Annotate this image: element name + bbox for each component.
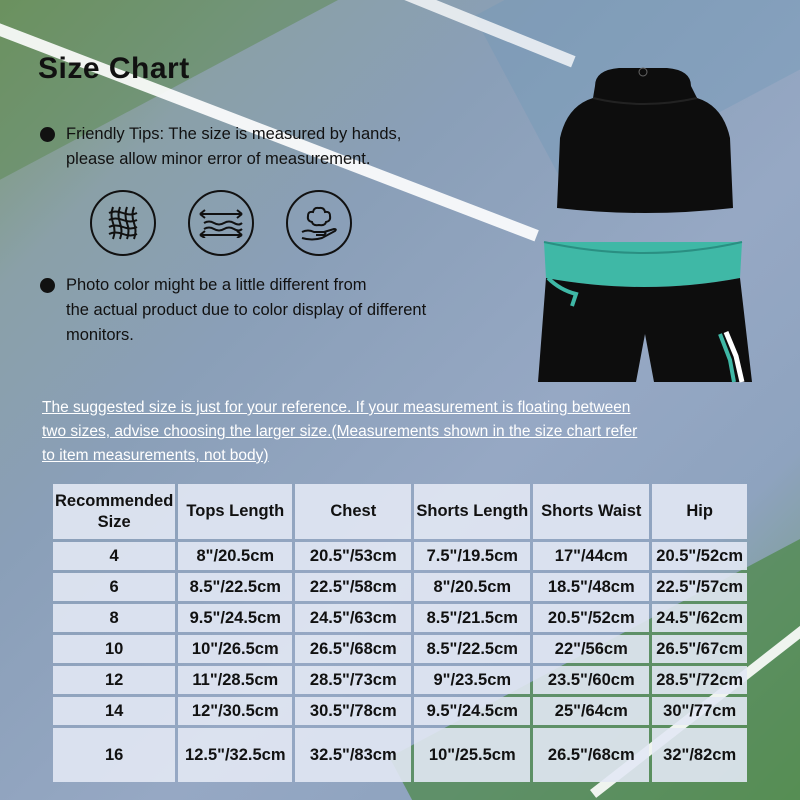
stretch-icon	[188, 190, 254, 256]
cell-tops-length: 8.5"/22.5cm	[178, 573, 292, 601]
size-advice-note: The suggested size is just for your reference. If your measurement is floating between two sizes, advise choosing the larger size.(Measurements shown in the size chart refer to item measurements, not body)	[42, 399, 638, 464]
cell-hip: 26.5"/67cm	[652, 635, 747, 663]
col-header-hip: Hip	[652, 484, 747, 539]
cell-chest: 30.5"/78cm	[295, 697, 411, 725]
col-header-chest: Chest	[295, 484, 411, 539]
bullet-icon	[40, 127, 55, 142]
cell-size: 16	[53, 728, 175, 782]
shorts-image	[530, 236, 760, 386]
cell-tops-length: 9.5"/24.5cm	[178, 604, 292, 632]
cell-shorts-length: 8.5"/21.5cm	[414, 604, 530, 632]
cell-size: 8	[53, 604, 175, 632]
cell-size: 12	[53, 666, 175, 694]
col-header-tops-length: Tops Length	[178, 484, 292, 539]
cell-shorts-waist: 18.5"/48cm	[533, 573, 649, 601]
cell-hip: 24.5"/62cm	[652, 604, 747, 632]
cell-tops-length: 12.5"/32.5cm	[178, 728, 292, 782]
fabric-mesh-icon	[90, 190, 156, 256]
cell-shorts-waist: 20.5"/52cm	[533, 604, 649, 632]
cell-tops-length: 8"/20.5cm	[178, 542, 292, 570]
table-row	[53, 635, 747, 663]
cell-shorts-waist: 22"/56cm	[533, 635, 649, 663]
cell-chest: 32.5"/83cm	[295, 728, 411, 782]
table-row	[53, 573, 747, 601]
col-header-size: Recommended Size	[53, 484, 175, 539]
cell-chest: 26.5"/68cm	[295, 635, 411, 663]
bullet-icon	[40, 278, 55, 293]
cell-hip: 20.5"/52cm	[652, 542, 747, 570]
cell-shorts-length: 9"/23.5cm	[414, 666, 530, 694]
table-row	[53, 542, 747, 570]
cell-chest: 24.5"/63cm	[295, 604, 411, 632]
cell-size: 4	[53, 542, 175, 570]
cell-shorts-length: 8.5"/22.5cm	[414, 635, 530, 663]
cell-chest: 22.5"/58cm	[295, 573, 411, 601]
cell-shorts-waist: 23.5"/60cm	[533, 666, 649, 694]
page-title: Size Chart	[38, 52, 190, 85]
cell-shorts-waist: 26.5"/68cm	[533, 728, 649, 782]
table-row	[53, 666, 747, 694]
table-row	[53, 728, 747, 782]
table-header-row	[53, 484, 747, 539]
cell-shorts-length: 7.5"/19.5cm	[414, 542, 530, 570]
cell-shorts-waist: 25"/64cm	[533, 697, 649, 725]
cell-shorts-length: 9.5"/24.5cm	[414, 697, 530, 725]
cell-hip: 30"/77cm	[652, 697, 747, 725]
cell-hip: 22.5"/57cm	[652, 573, 747, 601]
col-header-shorts-length: Shorts Length	[414, 484, 530, 539]
tip-text: Photo color might be a little different from the actual product due to color display of different monitors.	[66, 276, 427, 344]
size-chart-table	[50, 481, 750, 785]
cell-tops-length: 11"/28.5cm	[178, 666, 292, 694]
cell-hip: 28.5"/72cm	[652, 666, 747, 694]
crop-top-image	[535, 58, 755, 228]
tip-text: Friendly Tips: The size is measured by hands, please allow minor error of measurement.	[66, 125, 402, 168]
col-header-shorts-waist: Shorts Waist	[533, 484, 649, 539]
cell-size: 10	[53, 635, 175, 663]
cell-shorts-waist: 17"/44cm	[533, 542, 649, 570]
table-row	[53, 604, 747, 632]
cell-shorts-length: 10"/25.5cm	[414, 728, 530, 782]
cell-hip: 32"/82cm	[652, 728, 747, 782]
cell-tops-length: 10"/26.5cm	[178, 635, 292, 663]
table-row	[53, 697, 747, 725]
cell-shorts-length: 8"/20.5cm	[414, 573, 530, 601]
cell-chest: 28.5"/73cm	[295, 666, 411, 694]
cell-size: 6	[53, 573, 175, 601]
cell-tops-length: 12"/30.5cm	[178, 697, 292, 725]
cell-size: 14	[53, 697, 175, 725]
cell-chest: 20.5"/53cm	[295, 542, 411, 570]
cotton-hand-icon	[286, 190, 352, 256]
